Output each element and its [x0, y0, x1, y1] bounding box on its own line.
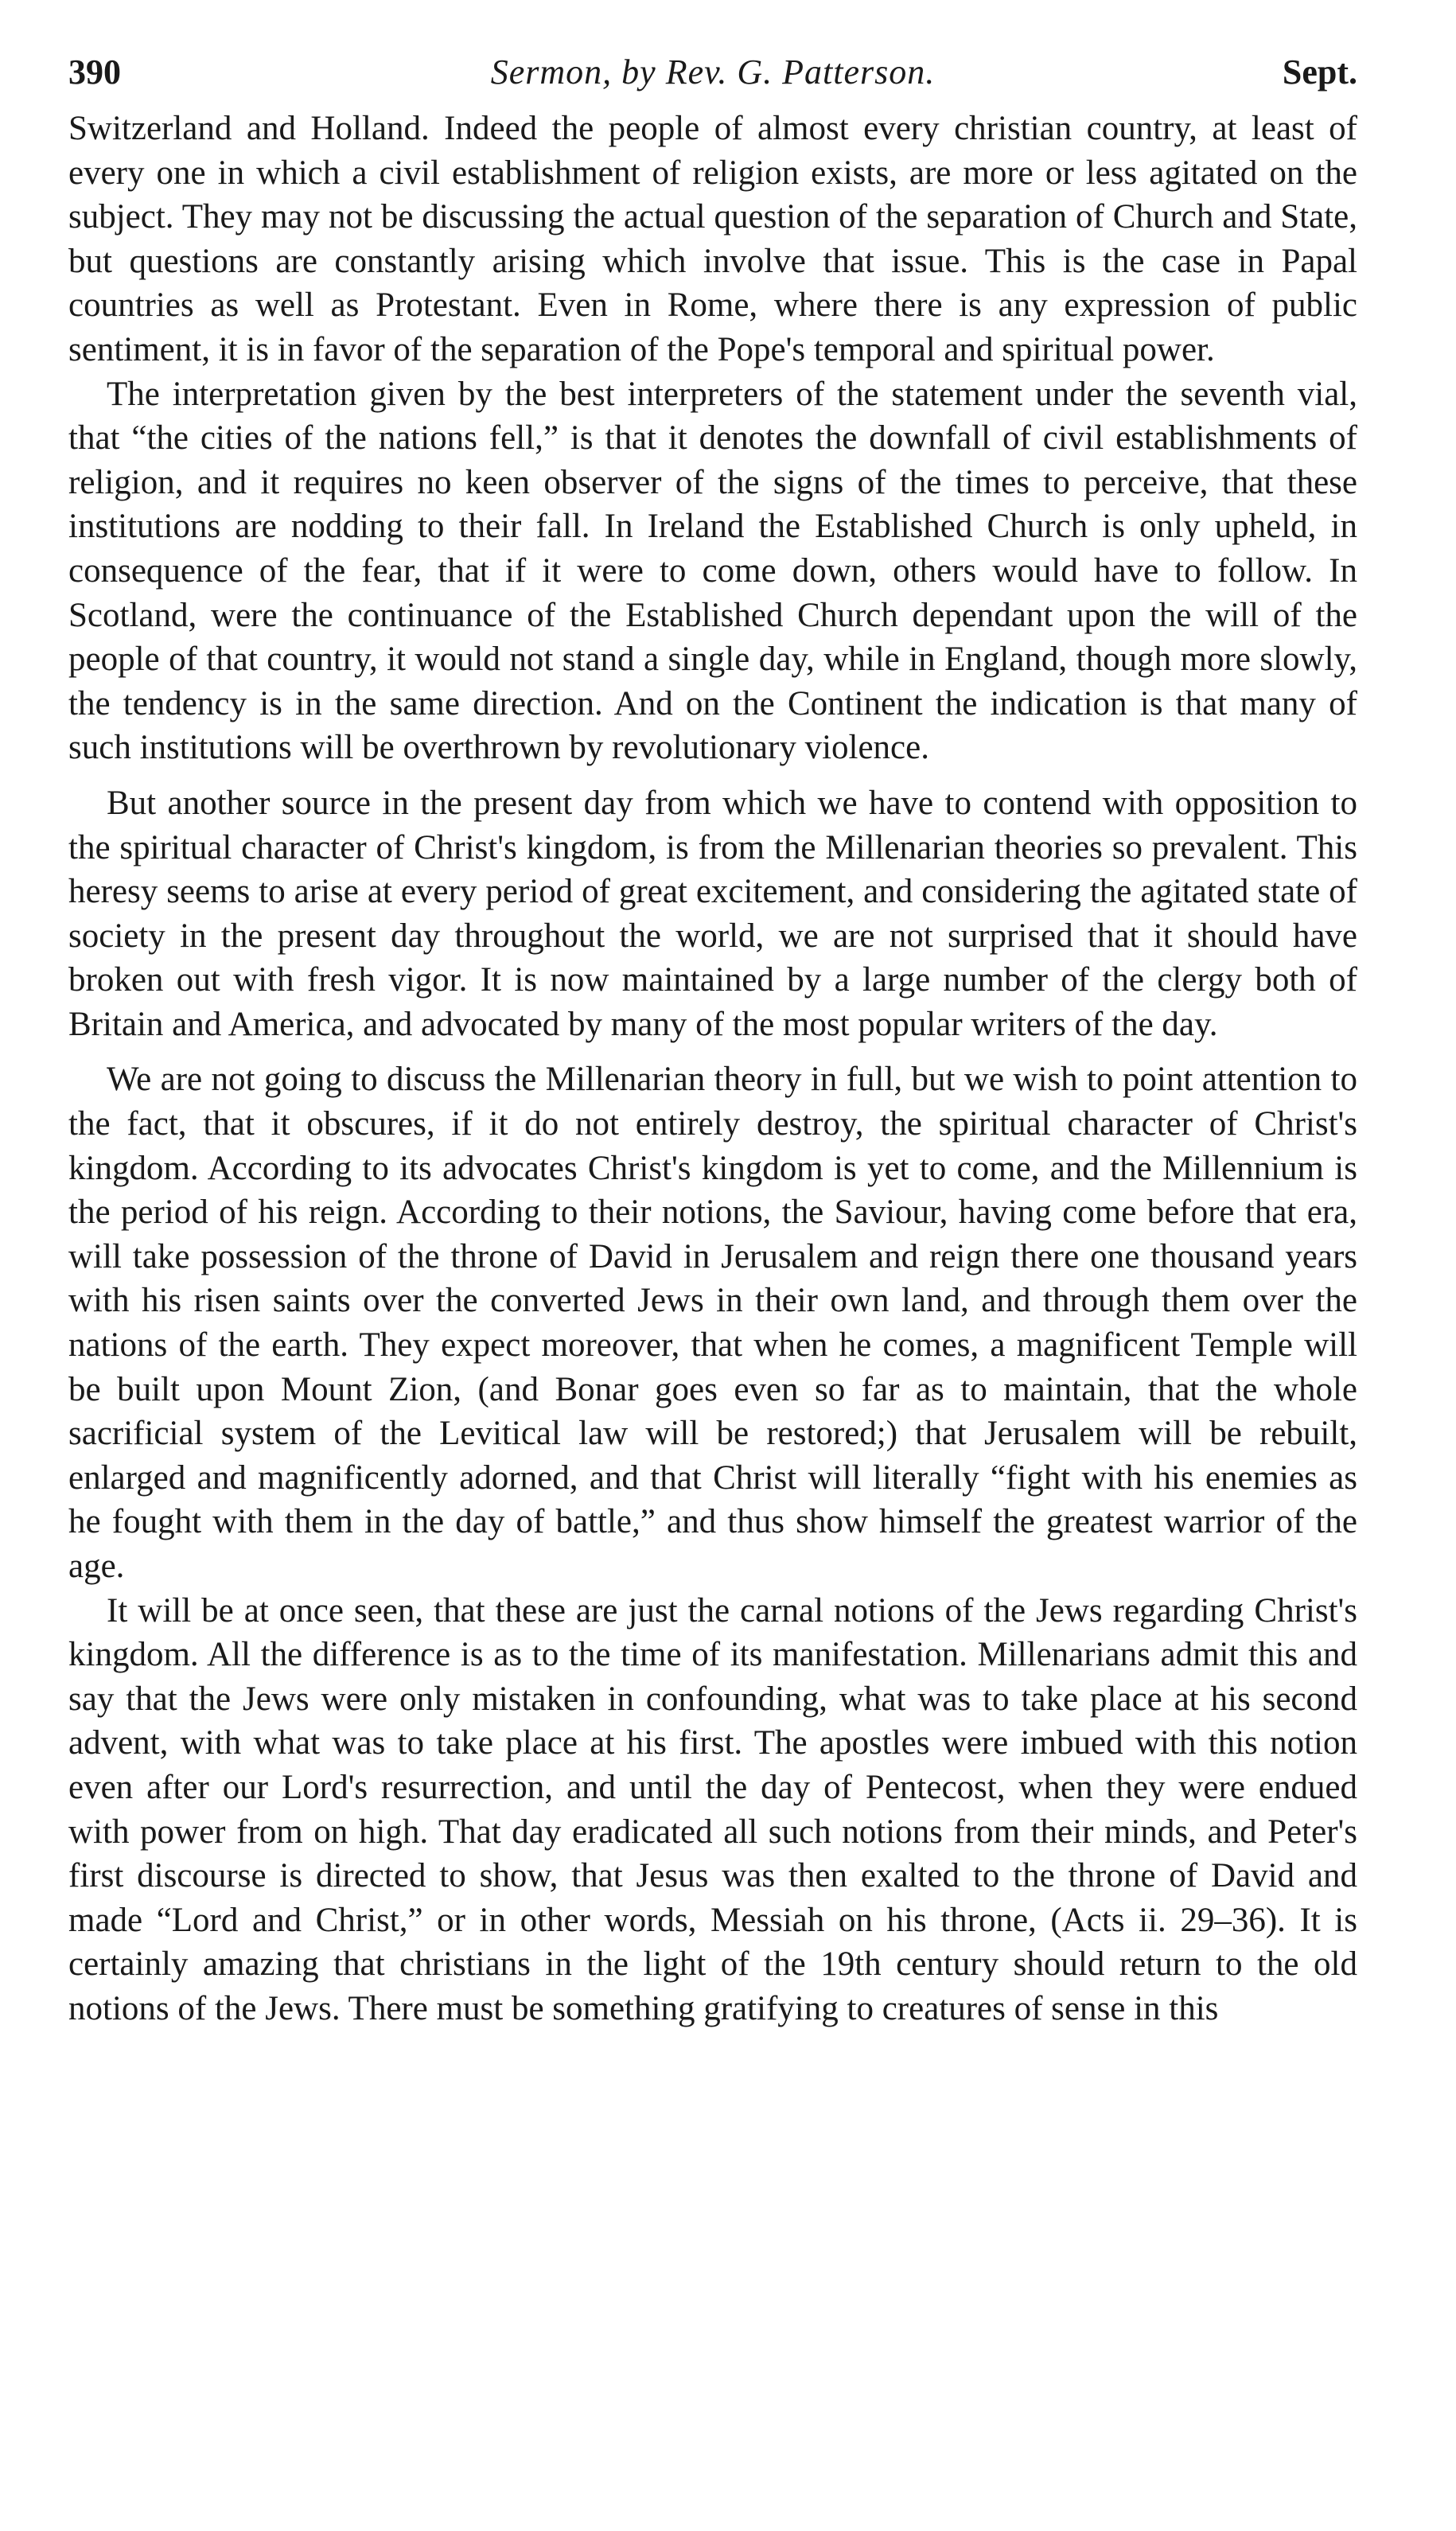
paragraph-2: The interpretation given by the best interpreters of the statement under the seventh vial, that “the cities of the nations fell,” is that it denotes the downfall of civil establishments of religion, and it requires no keen observer of the signs of the times to perceive, that these institutions are nodding to their fall. In Ireland the Established Church is only upheld, in consequence of the fear, that if it were to come down, others would have to follow. In Scotland, were the continuance of the Established Church dependant upon the will of the people of that country, it would not stand a single day, while in England, though more slowly, the tendency is in the same direction. And on the Continent the indication is that many of such institutions will be overthrown by revolutionary violence. — [68, 375, 1357, 767]
paragraph-5: It will be at once seen, that these are just the carnal notions of the Jews regarding Christ's kingdom. All the difference is as to the time of its manifestation. Millenarians admit this and say that the Jews were only mistaken in confounding, what was to take place at his second advent, with what was to take place at his first. The apostles were imbued with this notion even after our Lord's resurrection, and until the day of Pentecost, when they were endued with power from on high. That day eradicated all such notions from their minds, and Peter's first discourse is directed to show, that Jesus was then exalted to the throne of David and made “Lord and Christ,” or in other words, Messiah on his throne, (Acts ii. 29–36). It is certainly amazing that christians in the light of the 19th century should return to the old notions of the Jews. There must be something gratifying to creatures of sense in this — [68, 1591, 1357, 2027]
running-header — [68, 48, 1357, 97]
page-number: 390 — [68, 53, 121, 92]
book-page — [68, 48, 1357, 2031]
paragraph-3: But another source in the present day from which we have to contend with opposition to the spiritual character of Christ's kingdom, is from the Millenarian theories so prevalent. This heresy seems to arise at every period of great excitement, and considering the agitated state of society in the present day throughout the world, we are not surprised that it should have broken out with fresh vigor. It is now maintained by a large number of the clergy both of Britain and America, and advocated by many of the most popular writers of the day. — [68, 784, 1357, 1043]
header-month: Sept. — [1282, 53, 1357, 92]
page-body — [68, 107, 1357, 2031]
paragraph-4: We are not going to discuss the Millenarian theory in full, but we wish to point attention to the fact, that it obscures, if it do not entirely destroy, the spiritual character of Christ's kingdom. According to its advocates Christ's kingdom is yet to come, and the Millennium is the period of his reign. According to their notions, the Saviour, having come before that era, will take possession of the throne of David in Jerusalem and reign there one thousand years with his risen saints over the converted Jews in their own land, and through them over the nations of the earth. They expect moreover, that when he comes, a magnificent Temple will be built upon Mount Zion, (and Bonar goes even so far as to maintain, that the whole sacrificial system of the Levitical law will be restored;) that Jerusalem will be rebuilt, enlarged and magnificently adorned, and that Christ will literally “fight with his enemies as he fought with them in the day of battle,” and thus show himself the greatest warrior of the age. — [68, 1061, 1357, 1585]
running-title: Sermon, by Rev. G. Patterson. — [490, 53, 936, 92]
paragraph-1: Switzerland and Holland. Indeed the people of almost every christian country, at least of every one in which a civil establishment of religion exists, are more or less agitated on the subject. They may not be discussing the actual question of the separation of Church and State, but questions are constantly arising which involve that issue. This is the case in Papal countries as well as Protestant. Even in Rome, where there is any expression of public sentiment, it is in favor of the separation of the Pope's temporal and spiritual power. — [68, 110, 1357, 368]
